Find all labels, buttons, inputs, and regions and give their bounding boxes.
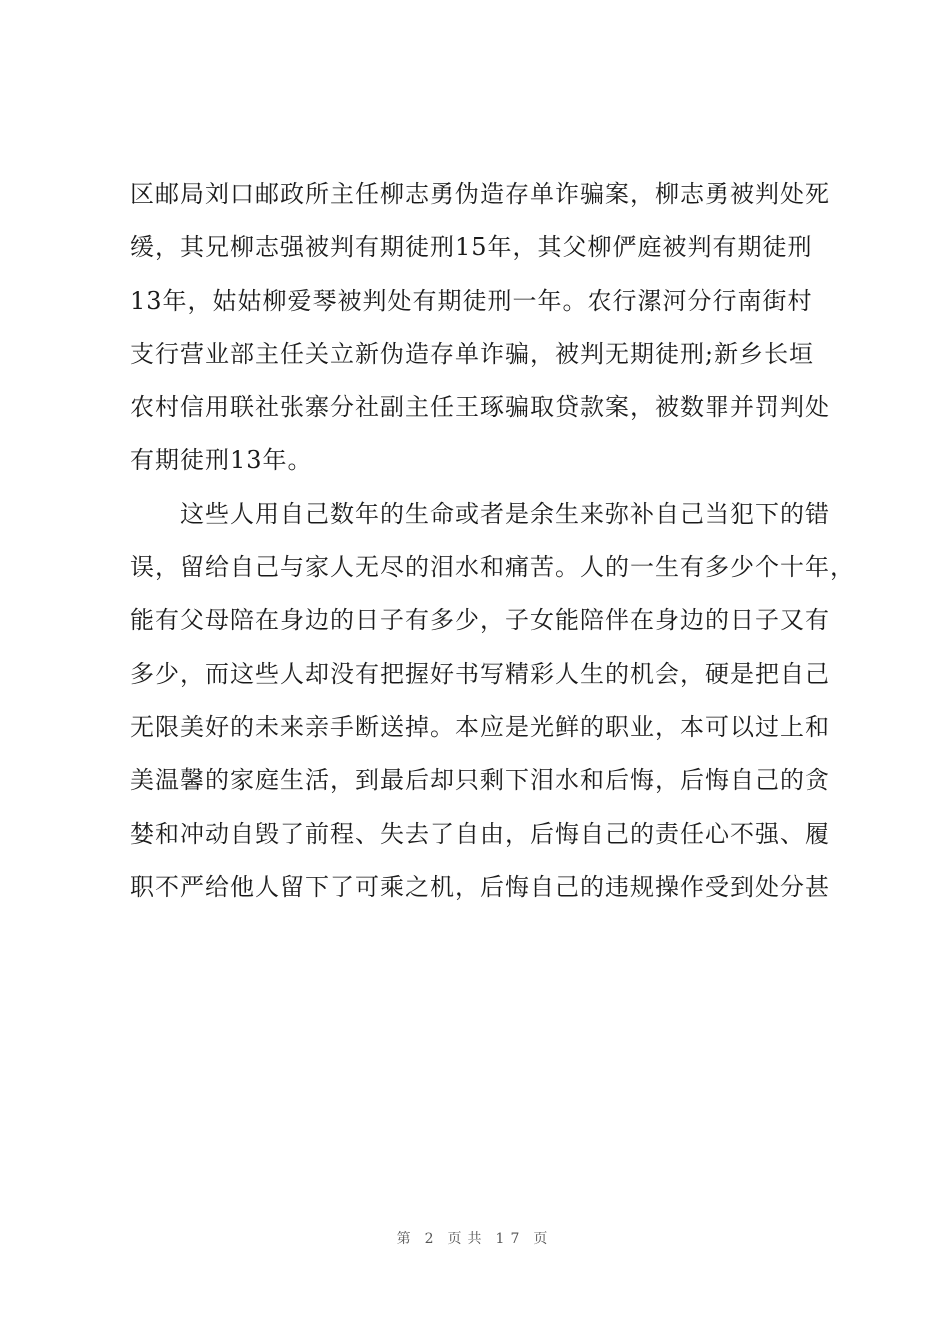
footer-suffix: 页 bbox=[533, 1231, 554, 1247]
text-line: 区邮局刘口邮政所主任柳志勇伪造存单诈骗案，柳志勇被判处死 bbox=[130, 180, 830, 208]
footer-current-page: 2 bbox=[424, 1231, 440, 1247]
text-line: 美温馨的家庭生活，到最后却只剩下泪水和后悔，后悔自己的贪 bbox=[130, 766, 830, 795]
text-line: 农村信用联社张寨分社副主任王琢骗取贷款案，被数罪并罚判处 bbox=[130, 393, 830, 422]
text-line: 13年，姑姑柳爱琴被判处有期徒刑一年。农行漯河分行南街村 bbox=[130, 286, 813, 315]
footer-middle: 页共 bbox=[447, 1231, 488, 1247]
footer-prefix: 第 bbox=[396, 1231, 417, 1247]
text-line: 缓，其兄柳志强被判有期徒刑15年，其父柳俨庭被判有期徒刑 bbox=[130, 233, 813, 262]
text-line: 误，留给自己与家人无尽的泪水和痛苦。人的一生有多少个十年， bbox=[130, 553, 855, 582]
text-line: 能有父母陪在身边的日子有多少，子女能陪伴在身边的日子又有 bbox=[130, 606, 830, 635]
footer-total-pages: 17 bbox=[495, 1231, 526, 1247]
text-line: 婪和冲动自毁了前程、失去了自由，后悔自己的责任心不强、履 bbox=[130, 819, 830, 848]
page-footer bbox=[0, 1228, 950, 1248]
text-line: 多少，而这些人却没有把握好书写精彩人生的机会，硬是把自己 bbox=[130, 659, 830, 688]
body-text bbox=[130, 168, 855, 914]
paragraph-first-line: 这些人用自己数年的生命或者是余生来弥补自己当犯下的错 bbox=[180, 499, 830, 528]
text-line: 支行营业部主任关立新伪造存单诈骗，被判无期徒刑;新乡长垣 bbox=[130, 339, 815, 368]
text-line: 无限美好的未来亲手断送掉。本应是光鲜的职业，本可以过上和 bbox=[130, 712, 830, 741]
text-line: 有期徒刑13年。 bbox=[130, 446, 313, 475]
text-line: 职不严给他人留下了可乘之机，后悔自己的违规操作受到处分甚 bbox=[130, 872, 830, 901]
